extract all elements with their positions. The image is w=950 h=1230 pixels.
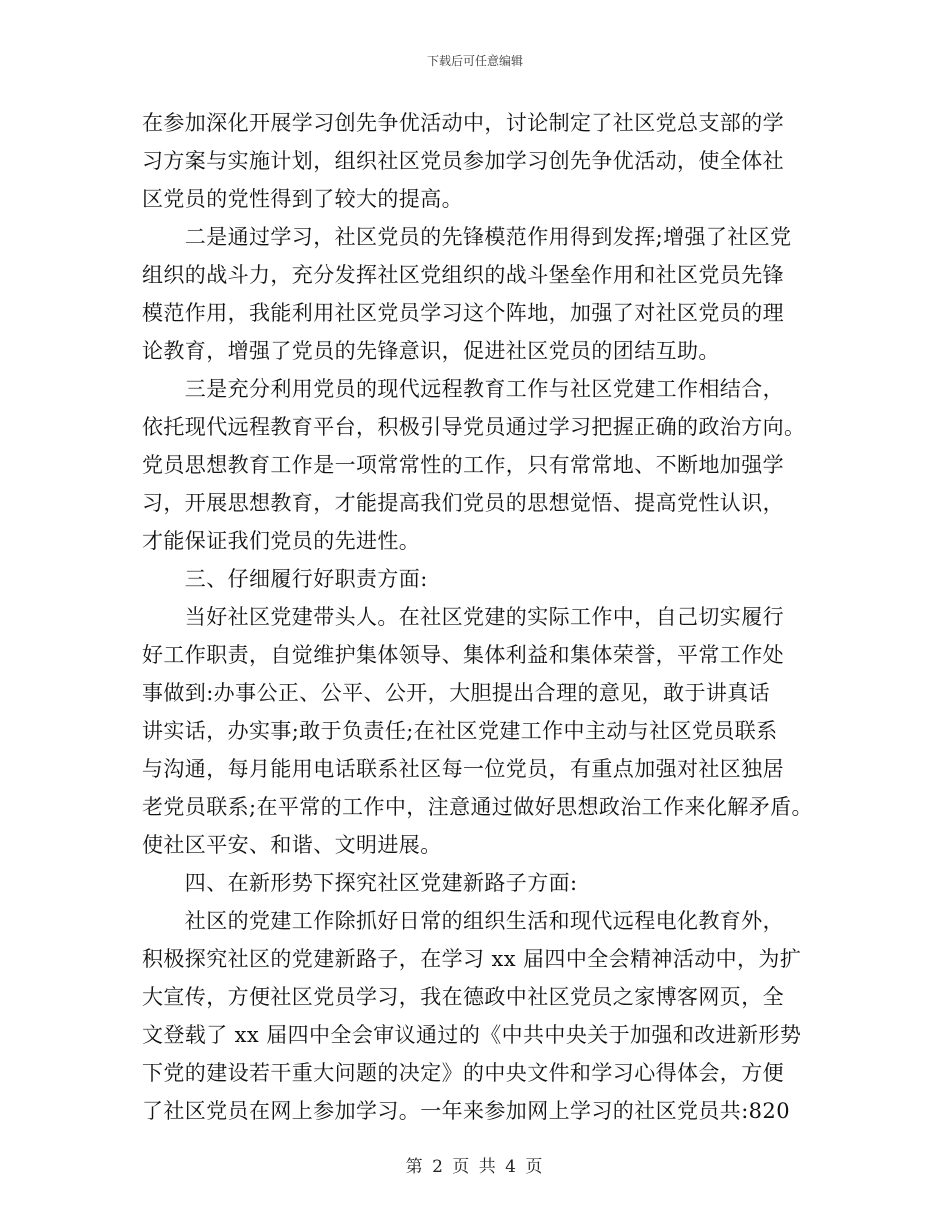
text-line: 社区的党建工作除抓好日常的组织生活和现代远程电化教育外， xyxy=(142,909,784,933)
text-line: 依托现代远程教育平台，积极引导党员通过学习把握正确的政治方向。 xyxy=(142,415,806,439)
text-line: 二是通过学习，社区党员的先锋模范作用得到发挥;增强了社区党 xyxy=(142,225,792,249)
text-line: 在参加深化开展学习创先争优活动中，讨论制定了社区党总支部的学 xyxy=(142,111,784,135)
text-line: 组织的战斗力，充分发挥社区党组织的战斗堡垒作用和社区党员先锋 xyxy=(142,263,784,287)
section-heading: 三、仔细履行好职责方面: xyxy=(142,567,428,591)
text-line: 三是充分利用党员的现代远程教育工作与社区党建工作相结合， xyxy=(142,377,784,401)
text-line: 才能保证我们党员的先进性。 xyxy=(142,529,421,553)
text-line: 老党员联系;在平常的工作中，注意通过做好思想政治工作来化解矛盾。 xyxy=(142,795,813,819)
text-line: 使社区平安、和谐、文明进展。 xyxy=(142,833,442,857)
text-line: 区党员的党性得到了较大的提高。 xyxy=(142,187,463,211)
page-number: 第 2 页 共 4 页 xyxy=(405,1157,545,1177)
text-line: 党员思想教育工作是一项常常性的工作，只有常常地、不断地加强学 xyxy=(142,453,784,477)
text-line: 模范作用，我能利用社区党员学习这个阵地，加强了对社区党员的理 xyxy=(142,301,784,325)
text-line: 论教育，增强了党员的先锋意识，促进社区党员的团结互助。 xyxy=(142,339,720,363)
text-line: 讲实话，办实事;敢于负责任;在社区党建工作中主动与社区党员联系 xyxy=(142,719,778,743)
section-heading: 四、在新形势下探究社区党建新路子方面: xyxy=(142,871,578,895)
text-line: 习方案与实施计划，组织社区党员参加学习创先争优活动，使全体社 xyxy=(142,149,784,173)
text-line: 习，开展思想教育，才能提高我们党员的思想觉悟、提高党性认识， xyxy=(142,491,784,515)
document-body xyxy=(142,104,832,1130)
text-line: 当好社区党建带头人。在社区党建的实际工作中，自己切实履行 xyxy=(142,605,784,629)
page-header: 下载后可任意编辑 xyxy=(426,54,523,68)
text-line: 好工作职责，自觉维护集体领导、集体利益和集体荣誉，平常工作处 xyxy=(142,643,784,667)
text-line: 了社区党员在网上参加学习。一年来参加网上学习的社区党员共:820 xyxy=(142,1099,790,1123)
text-line: 下党的建设若干重大问题的决定》的中央文件和学习心得体会，方便 xyxy=(142,1061,784,1085)
text-line: 积极探究社区的党建新路子，在学习 xx 届四中全会精神活动中，为扩 xyxy=(142,947,802,971)
text-line: 文登载了 xx 届四中全会审议通过的《中共中央关于加强和改进新形势 xyxy=(142,1023,802,1047)
text-line: 大宣传，方便社区党员学习，我在德政中社区党员之家博客网页，全 xyxy=(142,985,784,1009)
text-line: 事做到:办事公正、公平、公开，大胆提出合理的意见，敢于讲真话 xyxy=(142,681,771,705)
text-line: 与沟通，每月能用电话联系社区每一位党员，有重点加强对社区独居 xyxy=(142,757,784,781)
